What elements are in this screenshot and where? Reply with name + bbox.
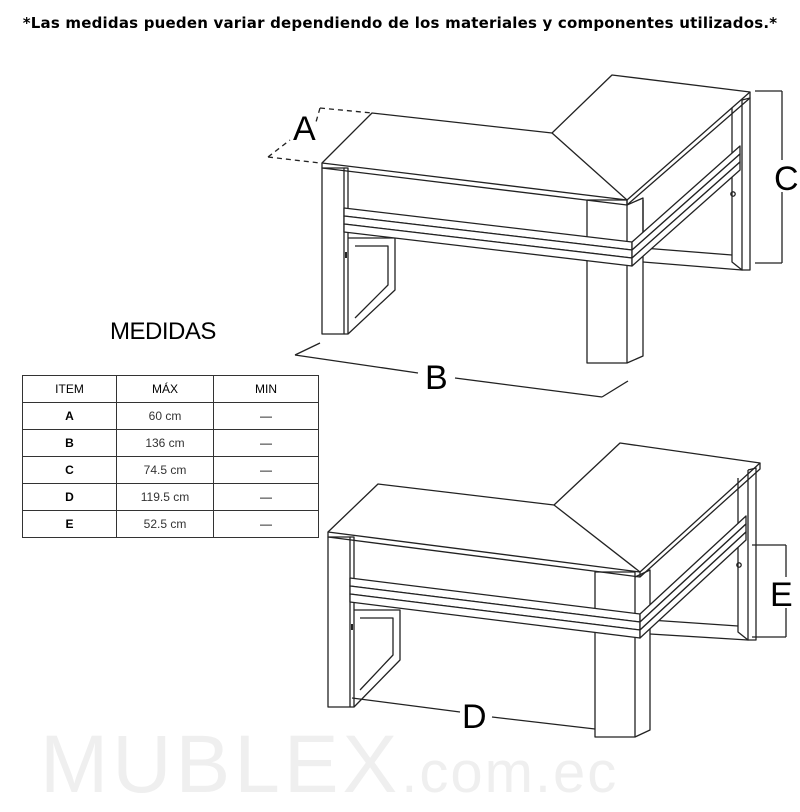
row-max: 60 cm bbox=[117, 403, 214, 430]
label-b: B bbox=[425, 359, 448, 397]
row-item: C bbox=[23, 457, 117, 484]
dimension-b-line bbox=[295, 343, 628, 397]
measurements-title: MEDIDAS bbox=[110, 318, 216, 345]
row-min: — bbox=[214, 403, 319, 430]
bottom-desk-drawing bbox=[328, 443, 760, 737]
row-max: 136 cm bbox=[117, 430, 214, 457]
label-c: C bbox=[774, 160, 799, 198]
label-a: A bbox=[293, 110, 316, 148]
watermark-brand: MUBLEX bbox=[40, 719, 402, 810]
label-e: E bbox=[770, 576, 793, 614]
row-max: 74.5 cm bbox=[117, 457, 214, 484]
row-min: — bbox=[214, 511, 319, 538]
header-item: ITEM bbox=[23, 376, 117, 403]
row-min: — bbox=[214, 484, 319, 511]
row-max: 52.5 cm bbox=[117, 511, 214, 538]
row-min: — bbox=[214, 457, 319, 484]
row-item: D bbox=[23, 484, 117, 511]
row-item: E bbox=[23, 511, 117, 538]
row-item: A bbox=[23, 403, 117, 430]
row-min: — bbox=[214, 430, 319, 457]
row-item: B bbox=[23, 430, 117, 457]
top-desk-drawing bbox=[322, 75, 750, 363]
header-min: MIN bbox=[214, 376, 319, 403]
label-d: D bbox=[462, 698, 487, 736]
header-max: MÁX bbox=[117, 376, 214, 403]
row-max: 119.5 cm bbox=[117, 484, 214, 511]
watermark-suffix: .com.ec bbox=[401, 740, 619, 805]
disclaimer-note: *Las medidas pueden variar dependiendo de los materiales y componentes utilizados.* bbox=[22, 14, 778, 32]
